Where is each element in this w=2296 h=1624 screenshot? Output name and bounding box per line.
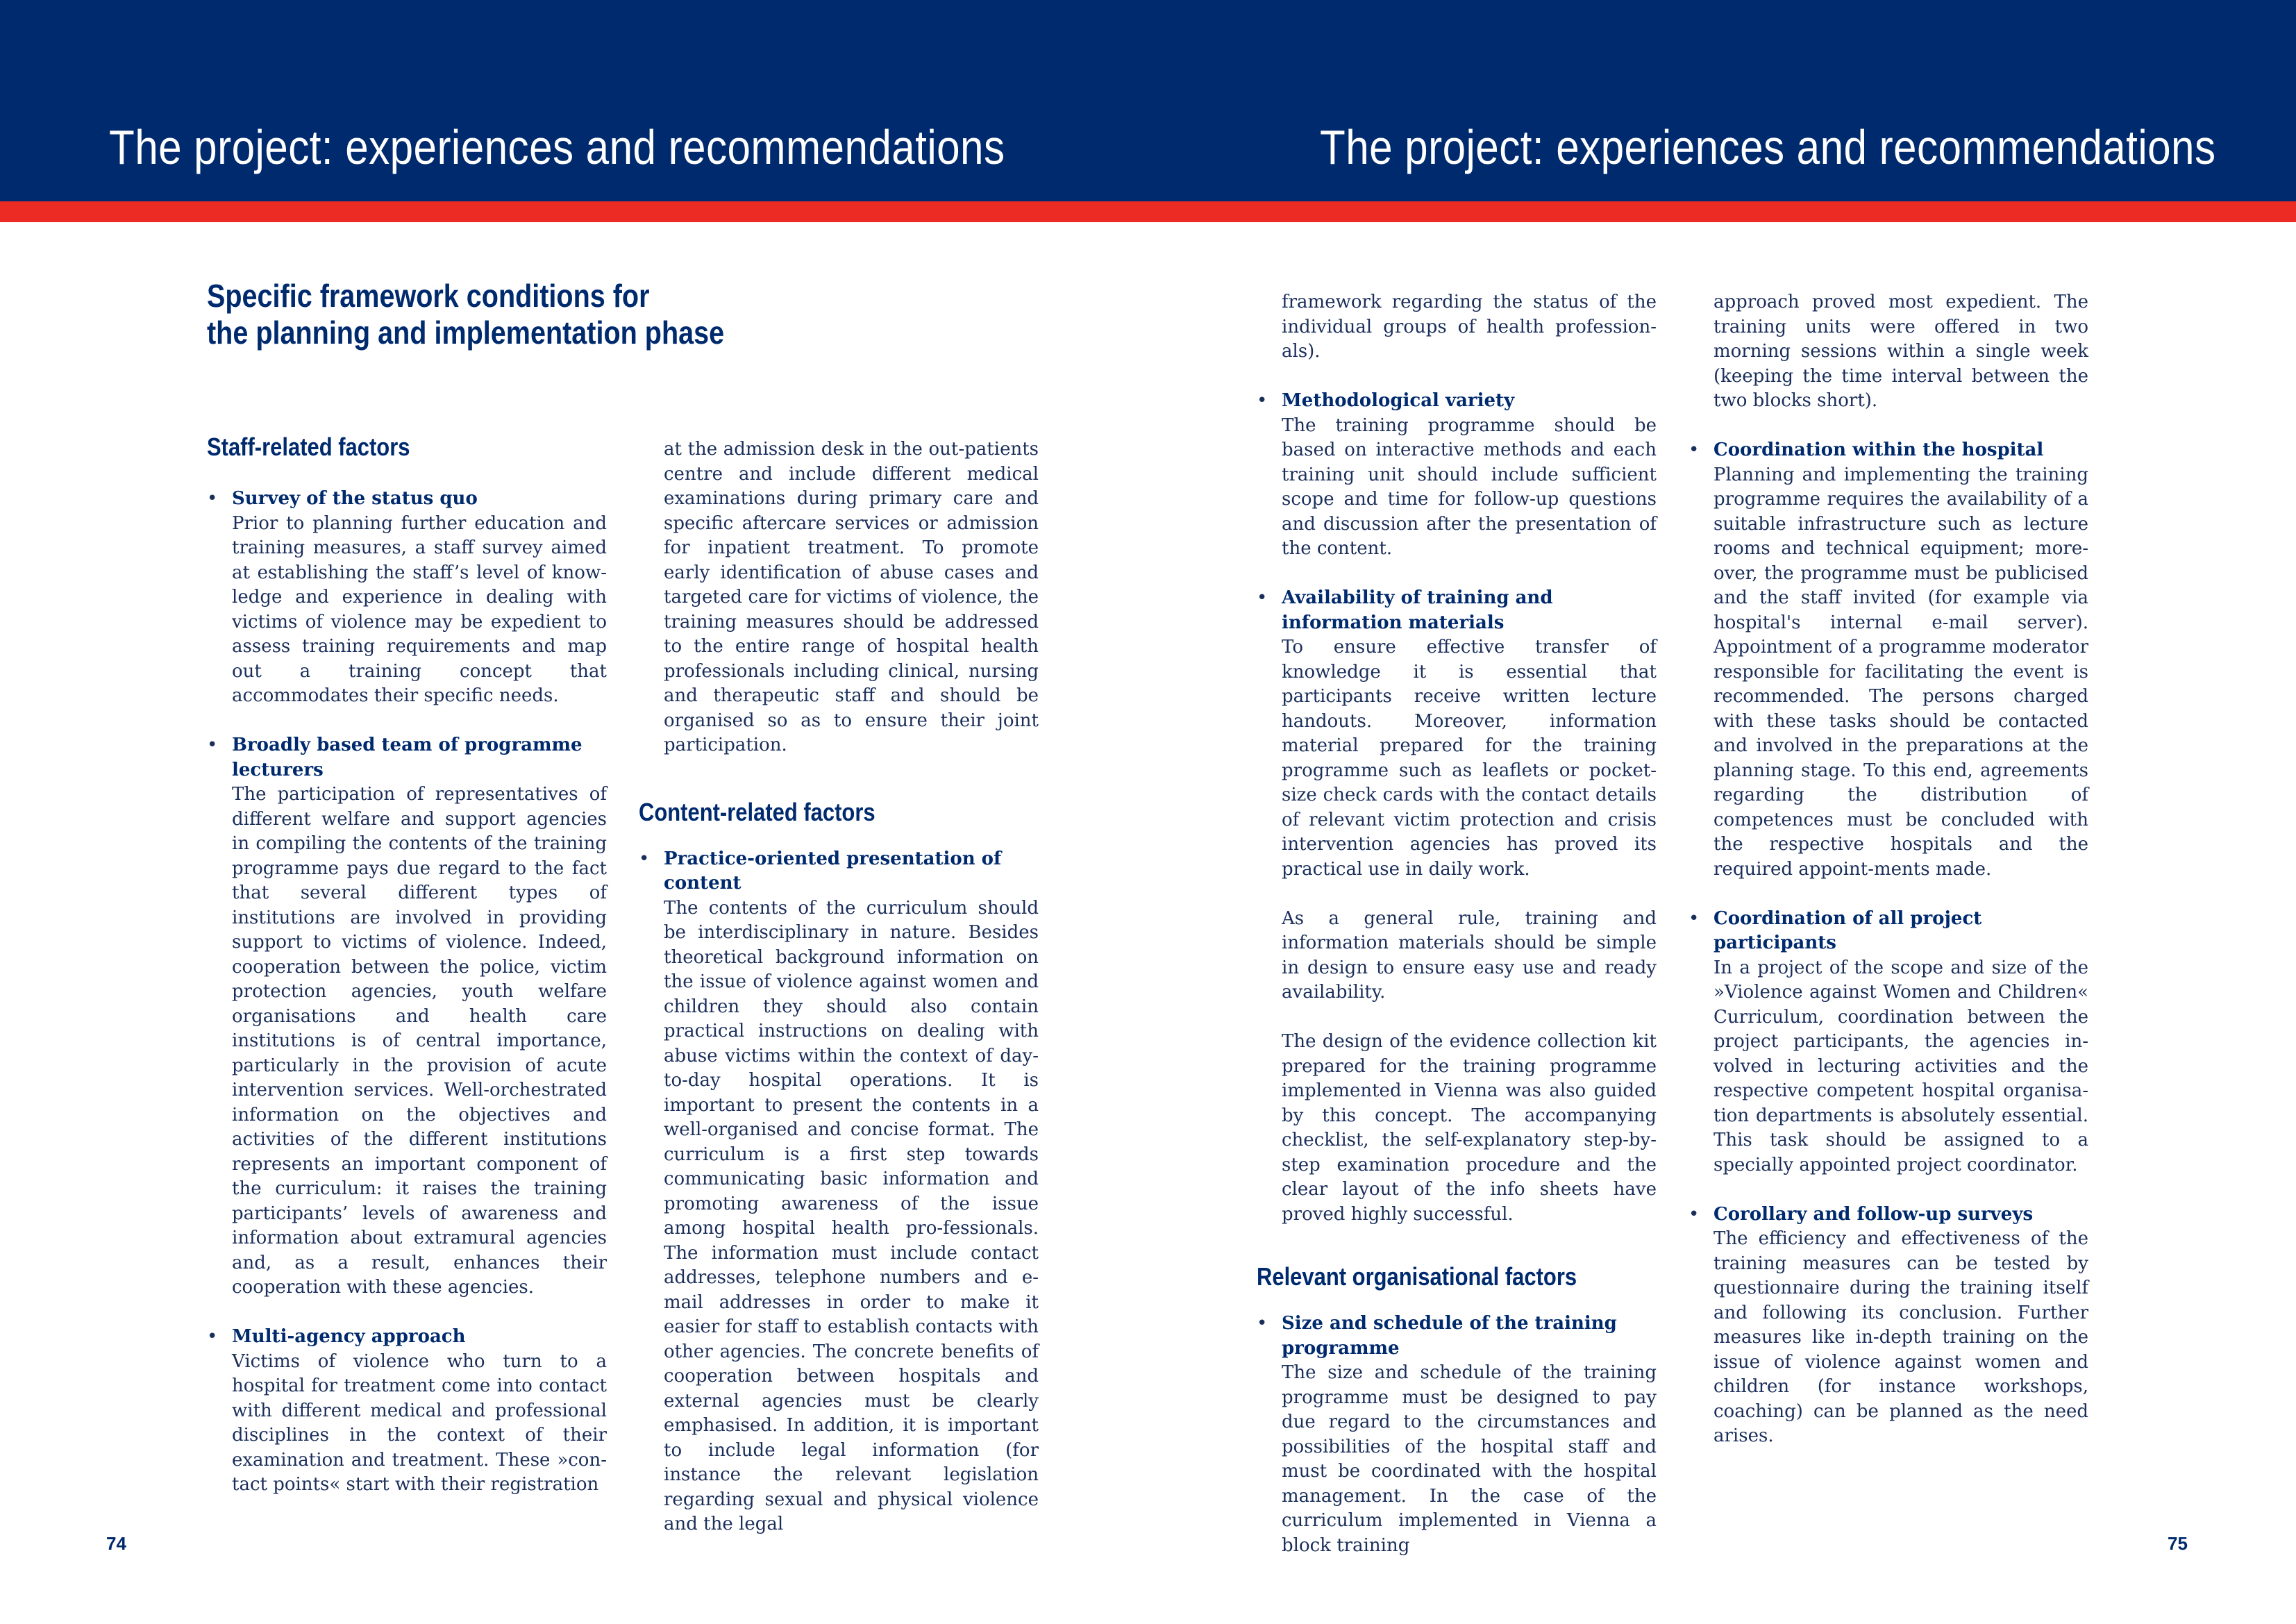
right-page-number: 75	[2168, 1533, 2188, 1554]
bullet-coordination-within-hospital	[1689, 438, 2088, 882]
size-schedule-continuation: approach proved most expedient. The training units were offered in two morning sessions within a single week (keeping the time interval between the two blocks short).	[1713, 292, 2088, 411]
column-2	[639, 437, 1039, 1537]
bullet-body: Victims of violence who turn to a hospital for treatment come into contact with different medical and professional disciplines in the context of their examination and treatment. These »con-tact points« start with their registration	[232, 1350, 607, 1495]
general-rule-paragraph: As a general rule, training and information materials should be simple in design to ensure easy use and ready availability.	[1282, 907, 1657, 1003]
content-related-heading: Content-related factors	[639, 797, 875, 826]
bullet-body: The participation of representatives of different welfare and support agencies in compiling the contents of the training programme pays due regard to the fact that several different types of institutions are involved in providing support to victims of violence. Indeed, cooperation between the police, victim protection agencies, youth welfare organisations and health care institutions is of central importance, particularly in the provision of acute intervention services. Well-orchestrated information on the objectives and activities of the different institutions represents an important component of the curriculum: it raises the training participants’ levels of awareness and information about extramural agencies and, as a result, enhances their cooperation with these agencies.	[232, 784, 607, 1298]
bullet-title: • Methodological variety	[1282, 390, 1515, 411]
right-page-header-title: The project: experiences and recommendations	[1320, 120, 2216, 174]
bullet-corollary-follow-up-surveys	[1689, 1203, 2088, 1449]
evidence-kit-paragraph: The design of the evidence collection kit prepared for the training programme implemented in Vienna was also guided by this concept. The accompanying checklist, the self-explanatory step-by-step examination procedure and the clear layout of the info sheets have proved highly successful.	[1282, 1031, 1657, 1225]
section-title	[207, 278, 724, 351]
section-title-line-1: Specific framework conditions for	[207, 278, 650, 314]
bullet-body: Prior to planning further education and training measures, a staff survey aimed at establishing the staff’s level of know-ledge and experience in dealing with victims of violence may be expedient to assess training requirements and map out a training concept that accommodates their specific needs.	[232, 512, 607, 706]
header-accent-stripe	[0, 201, 2296, 222]
left-page-number: 74	[106, 1533, 126, 1554]
bullet-methodological-variety	[1257, 389, 1657, 562]
bullet-title: • Coordination of all project participants	[1713, 907, 1982, 953]
bullet-title: • Broadly based team of programme lecturers	[232, 735, 583, 780]
bullet-body: The efficiency and effectiveness of the training measures can be tested by questionnaire during the training itself and following its conclusion. Further measures like in-depth training on the issue of violence against women and children (for instance workshops, coaching) can be planned as the need arises.	[1713, 1228, 2088, 1446]
bullet-title: • Availability of training and information materials	[1282, 587, 1553, 633]
bullet-body: To ensure effective transfer of knowledge it is essential that participants receive written lecture handouts. Moreover, information material prepared for the training programme such as leaflets or pocket-size check cards with the contact details of relevant victim protection and crisis intervention agencies has proved its practical use in daily work.	[1282, 637, 1657, 880]
bullet-title: • Practice-oriented presentation of content	[664, 848, 1002, 894]
multi-agency-continuation: at the admission desk in the out-patients centre and include different medical examinations during primary care and specific aftercare services or admission for inpatient treatment. To promote early identification of abuse cases and targeted care for victims of violence, the training measures should be addressed to the entire range of hospital health professionals including clinical, nursing and therapeutic staff and should be organised so as to ensure their joint participation.	[664, 439, 1039, 755]
column-4	[1689, 290, 2088, 1449]
bullet-body: The size and schedule of the training programme must be designed to pay due regard to the circumstances and possibilities of the hospital staff and must be coordinated with the hospital management. In the case of the curriculum implemented in Vienna a block training	[1282, 1362, 1657, 1556]
bullet-size-and-schedule	[1257, 1312, 1657, 1558]
bullet-coordination-of-participants	[1689, 907, 2088, 1178]
column-3	[1257, 290, 1657, 1558]
staff-related-heading: Staff-related factors	[207, 433, 410, 461]
bullet-body: In a project of the scope and size of the »Violence against Women and Children« Curriculum, coordination between the project participants, the agencies in-volved in lecturing activities and the respective competent hospital organisa-tion departments is absolutely essential. This task should be assigned to a specially appointed project coordinator.	[1713, 957, 2088, 1175]
bullet-body: Planning and implementing the training programme requires the availability of a suitable infrastructure such as lecture rooms and technical equipment; more-over, the programme must be publicised and the staff invited (for example via hospital's internal e-mail server). Appointment of a programme moderator responsible for facilitating the event is recommended. The persons charged with these tasks should be contacted and involved in the preparations at the planning stage. To this end, agreements regarding the distribution of competences must be concluded with the respective hospitals and the required appoint-ments made.	[1713, 464, 2088, 880]
practice-oriented-continuation: framework regarding the status of the individual groups of health profession-als).	[1282, 292, 1657, 362]
bullet-broadly-based-team	[207, 733, 607, 1300]
bullet-practice-oriented-presentation	[639, 847, 1039, 1537]
bullet-body: The contents of the curriculum should be interdisciplinary in nature. Besides theoretical background information on the issue of violence against women and children they should also contain practical instructions on dealing with abuse victims within the context of day-to-day hospital operations. It is important to present the contents in a well-organised and concise format. The curriculum is a first step towards communicating basic information and promoting awareness of the issue among hospital health pro-fessionals. The information must include contact addresses, telephone numbers and e-mail addresses in order to make it easier for staff to establish contacts with other agencies. The concrete benefits of cooperation between hospitals and external agencies must be clearly emphasised. In addition, it is important to include legal information (for instance the relevant legislation regarding sexual and physical violence and the legal	[664, 897, 1039, 1534]
left-page-header-title: The project: experiences and recommendations	[109, 120, 1005, 174]
bullet-title: • Coordination within the hospital	[1713, 440, 2044, 460]
bullet-title: • Size and schedule of the training programme	[1282, 1313, 1617, 1359]
bullet-title: • Multi-agency approach	[232, 1326, 466, 1347]
organisational-factors-heading: Relevant organisational factors	[1257, 1262, 1577, 1291]
section-title-line-2: the planning and implementation phase	[207, 315, 725, 351]
bullet-title: • Corollary and follow-up surveys	[1713, 1203, 2034, 1225]
bullet-availability-of-materials	[1257, 586, 1657, 882]
bullet-body: The training programme should be based on interactive methods and each training unit should include sufficient scope and time for follow-up questions and discussion after the presentation of the content.	[1282, 415, 1657, 559]
column-1	[207, 433, 607, 1498]
bullet-survey-status-quo	[207, 487, 607, 709]
bullet-title: • Survey of the status quo	[232, 488, 478, 509]
bullet-multi-agency-approach	[207, 1325, 607, 1498]
